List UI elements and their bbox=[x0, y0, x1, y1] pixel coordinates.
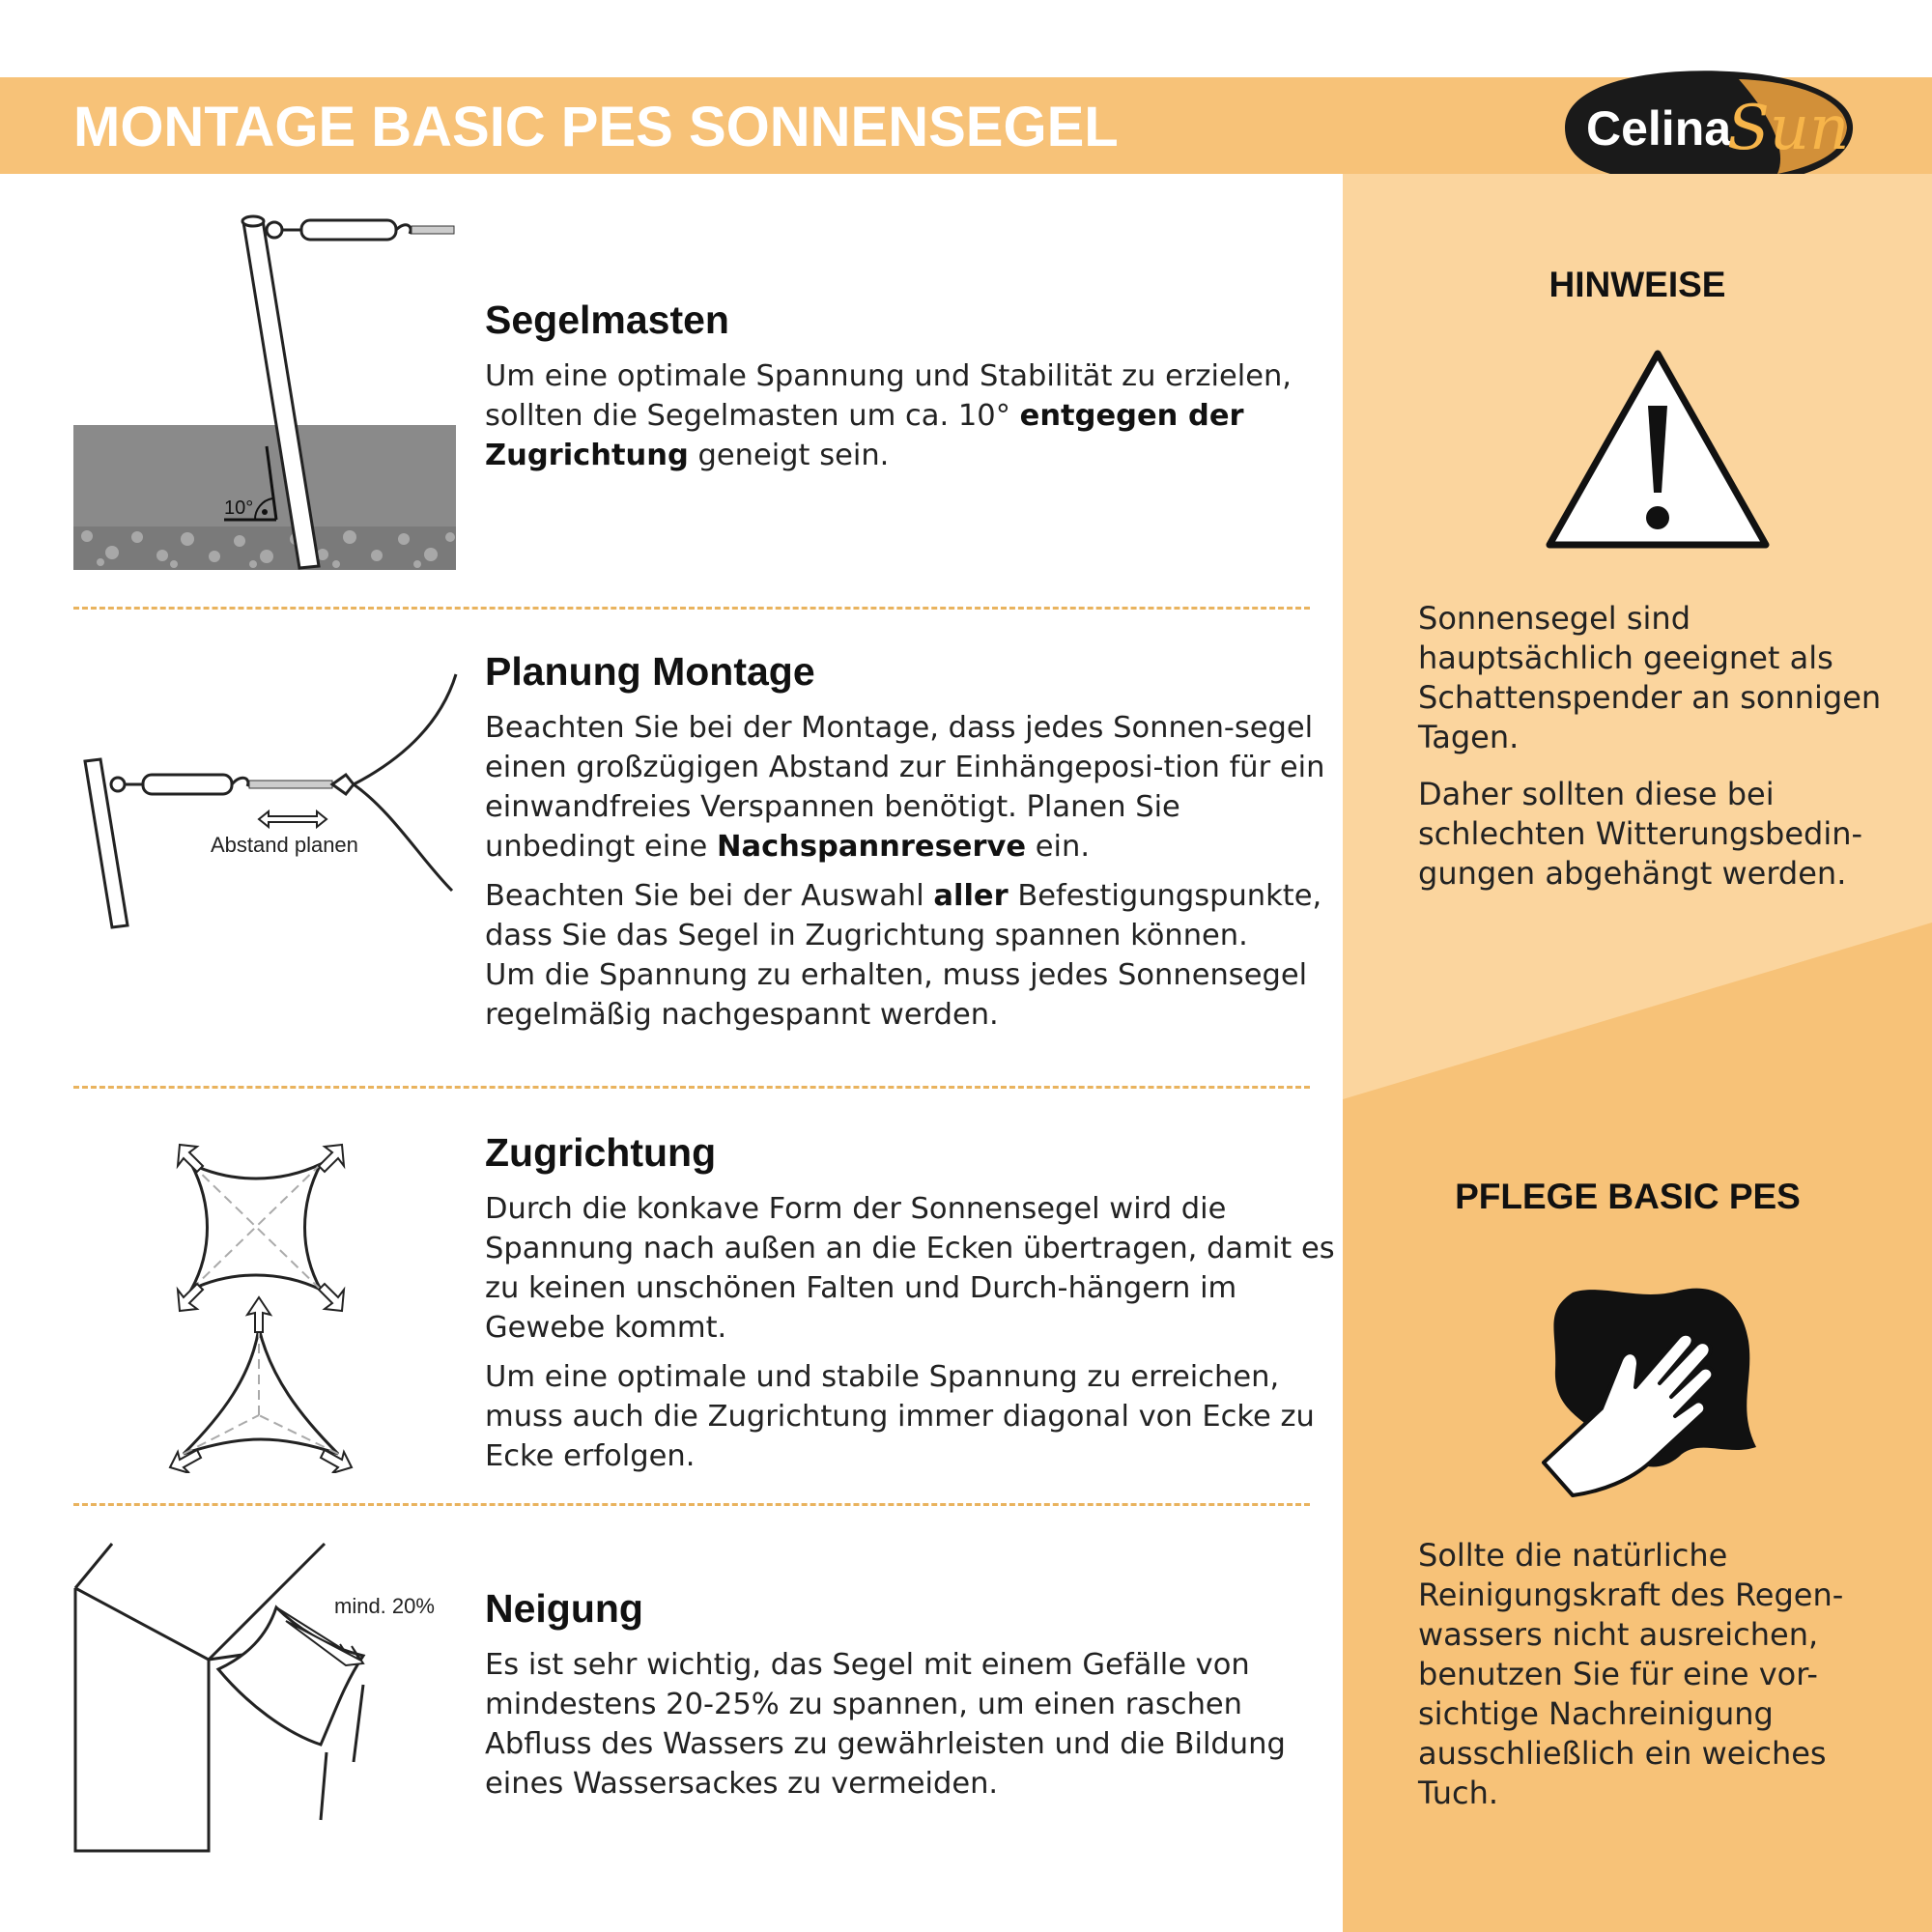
hinweise-heading: HINWEISE bbox=[1548, 265, 1726, 304]
hand-cloth-icon bbox=[1534, 1273, 1766, 1505]
planung-text-p2bold: aller bbox=[933, 879, 1009, 913]
pflege-paragraph-1: Sollte die natürliche Reinigungskraft des Regen-wassers nicht ausreichen, benutzen Sie für eine vor-sichtige Nachreinigung ausschließlich ein weiches Tuch. bbox=[1418, 1537, 1844, 1811]
section-title-zugrichtung: Zugrichtung bbox=[485, 1130, 717, 1175]
planung-illustration bbox=[73, 667, 469, 937]
segelmasten-text-bold: entgegen der Zugrichtung bbox=[485, 399, 1244, 472]
segelmast-illustration bbox=[73, 213, 460, 580]
segelmasten-paragraph bbox=[485, 356, 1335, 475]
planung-text-bold: Nachspannreserve bbox=[717, 830, 1027, 864]
logo-text-sun: Sun bbox=[1727, 93, 1850, 164]
pflege-text bbox=[1418, 1536, 1882, 1831]
planung-text-a: Beachten Sie bei der Montage, dass jedes Sonnen-segel einen großzügigen Abstand zur Einhängeposi-tion für ein einwandfreies Verspannen benötigt. Planen Sie unbedingt eine bbox=[485, 711, 1325, 864]
segelmasten-text-a: Um eine optimale Spannung und Stabilität zu erzielen, sollten die Segelmasten um ca. 10° bbox=[485, 359, 1292, 433]
section-divider bbox=[73, 1086, 1310, 1089]
gefaelle-label: mind. 20% bbox=[334, 1594, 435, 1618]
hinweise-paragraph-2: Daher sollten diese bei schlechten Witterungsbedin-gungen abgehängt werden. bbox=[1418, 776, 1863, 892]
section-divider bbox=[73, 607, 1310, 610]
planung-paragraph-1 bbox=[485, 708, 1335, 867]
page-title: MONTAGE BASIC PES SONNENSEGEL bbox=[73, 96, 1119, 158]
angle-label: 10° bbox=[224, 497, 254, 519]
section-title-planung: Planung Montage bbox=[485, 649, 815, 694]
hinweise-paragraph-1: Sonnensegel sind hauptsächlich geeignet als Schattenspender an sonnigen Tagen. bbox=[1418, 600, 1882, 755]
warning-icon bbox=[1544, 348, 1772, 551]
planung-paragraph-2 bbox=[485, 876, 1335, 955]
zugrichtung-paragraph-1: Durch die konkave Form der Sonnensegel wird die Spannung nach außen an die Ecken übertragen, damit es zu keinen unschönen Falten und Durch-hängern im Gewebe kommt. bbox=[485, 1192, 1335, 1345]
segelmasten-text-c: geneigt sein. bbox=[688, 439, 890, 472]
abstand-label: Abstand planen bbox=[211, 833, 358, 857]
section-title-segelmasten: Segelmasten bbox=[485, 298, 729, 342]
section-planung-montage bbox=[485, 649, 1335, 1044]
planung-paragraph-3: Um die Spannung zu erhalten, muss jedes Sonnensegel regelmäßig nachgespannt werden. bbox=[485, 958, 1308, 1032]
section-neigung bbox=[485, 1586, 1335, 1813]
pflege-heading: PFLEGE BASIC PES bbox=[1455, 1177, 1801, 1216]
planung-text-p2a: Beachten Sie bei der Auswahl bbox=[485, 879, 934, 913]
section-divider bbox=[73, 1503, 1310, 1506]
section-segelmasten bbox=[485, 298, 1335, 485]
section-zugrichtung bbox=[485, 1130, 1335, 1486]
planung-text-c: ein. bbox=[1026, 830, 1091, 864]
planung-text-p2c: Befestigungspunkte, dass Sie das Segel in Zugrichtung spannen können. bbox=[485, 879, 1322, 952]
zugrichtung-illustration bbox=[164, 1135, 357, 1473]
neigung-paragraph: Es ist sehr wichtig, das Segel mit einem Gefälle von mindestens 20-25% zu spannen, um einen raschen Abfluss des Wassers zu gewährleisten und die Bildung eines Wassersackes zu vermeiden. bbox=[485, 1648, 1286, 1801]
neigung-illustration bbox=[73, 1540, 460, 1859]
logo-text-celina: Celina bbox=[1586, 101, 1732, 156]
section-title-neigung: Neigung bbox=[485, 1586, 643, 1631]
zugrichtung-paragraph-2: Um eine optimale und stabile Spannung zu erreichen, muss auch die Zugrichtung immer diagonal von Ecke zu Ecke erfolgen. bbox=[485, 1360, 1315, 1473]
hinweise-text bbox=[1418, 599, 1882, 911]
